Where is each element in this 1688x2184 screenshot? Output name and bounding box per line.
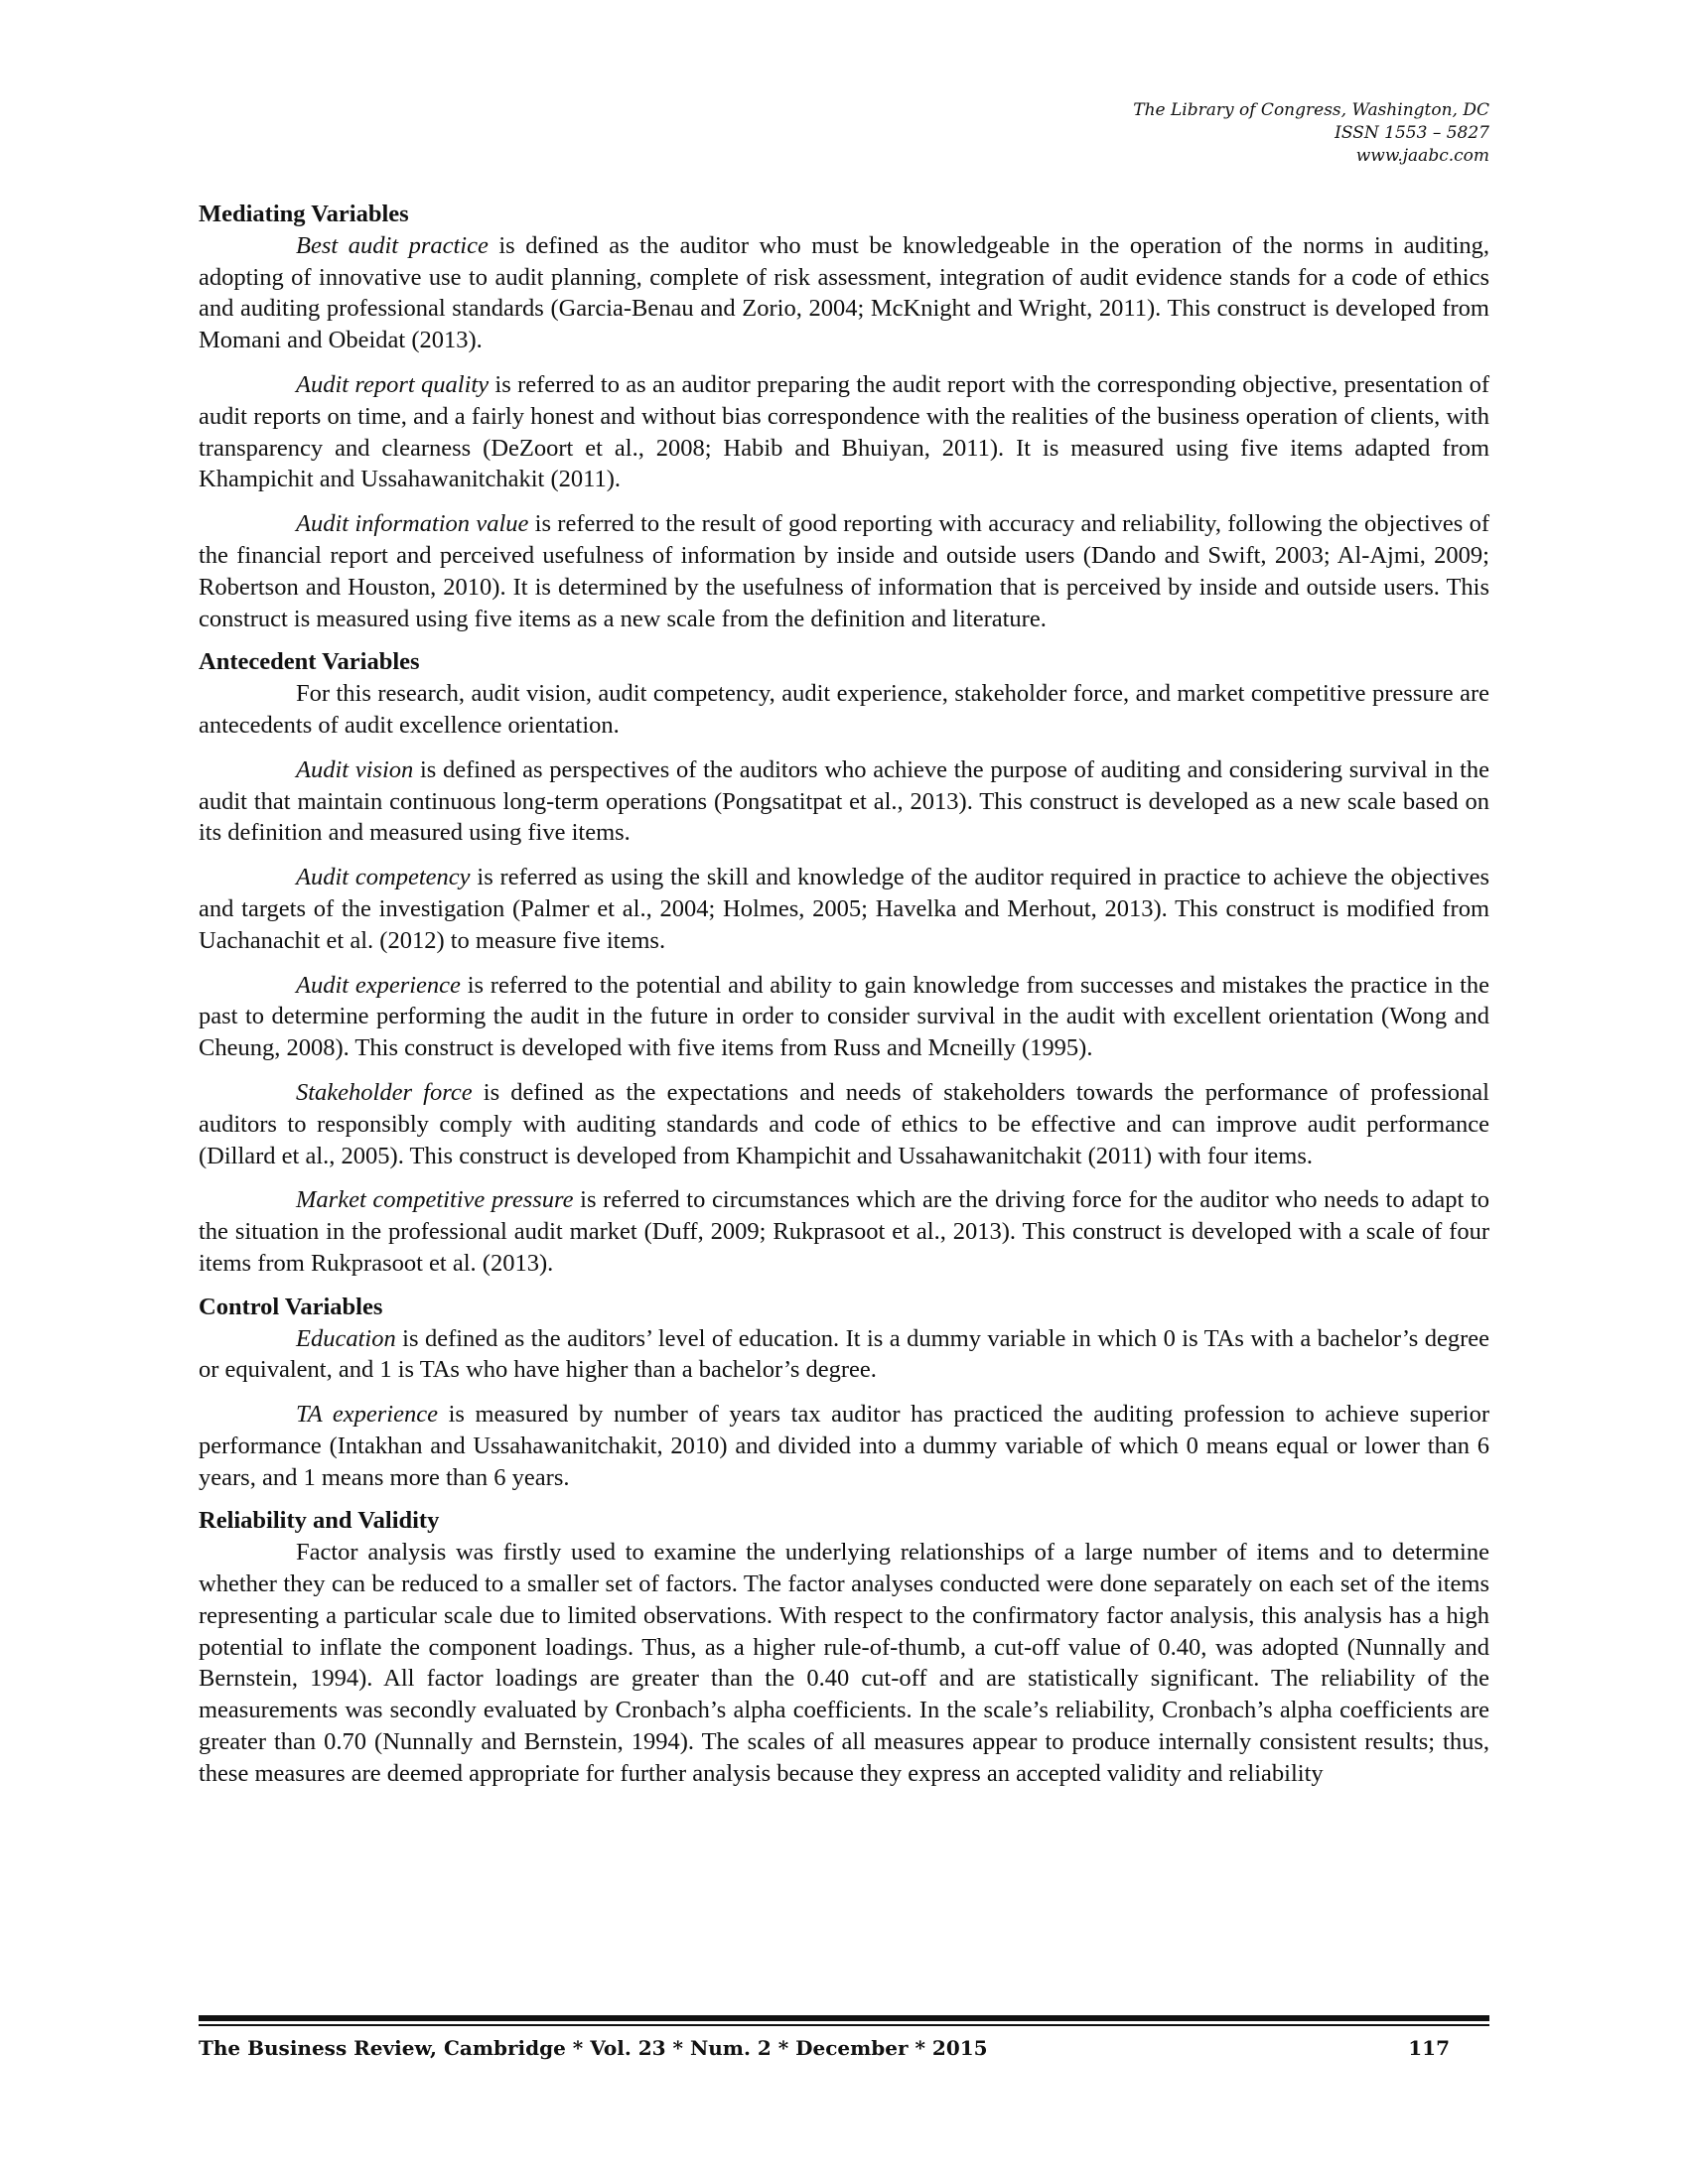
paragraph [199,230,1489,356]
footer-rule [199,2024,1489,2026]
paragraph-text: is referred to as an auditor preparing the audit report with the corresponding objective, presentation of audit reports on time, and a fairly honest and without bias correspondence with the realities of the business operation of clients, with transparency and clearness (DeZoort et al., 2008; Habib and Bhuiyan, 2011). It is measured using five items adapted from Khampichit and Ussahawanitchakit (2011). [199,370,1489,493]
paragraph-text: is referred as using the skill and knowledge of the auditor required in practice to achieve the objectives and targets of the investigation (Palmer et al., 2004; Holmes, 2005; Havelka and Merhout, 2013). This construct is modified from Uachanachit et al. (2012) to measure five items. [199,864,1489,954]
paragraph-text: For this research, audit vision, audit competency, audit experience, stakeholder force, and market competitive pressure are antecedents of audit excellence orientation. [199,680,1489,739]
header-website: www.jaabc.com [1355,146,1489,166]
paragraph [199,754,1489,849]
section-heading: Mediating Variables [199,201,409,227]
defined-term: Audit experience [296,971,461,999]
defined-term: Education [296,1324,396,1352]
defined-term: Audit information value [296,510,529,538]
paragraph [199,1184,1489,1279]
paragraph-text: is referred to circumstances which are the driving force for the auditor who needs to adapt to the situation in the professional audit market (Duff, 2009; Rukprasoot et al., 2013). This construct is developed with a scale of four items from Rukprasoot et al. (2013). [199,1186,1489,1277]
section-heading: Reliability and Validity [199,1507,440,1535]
section-heading: Control Variables [199,1293,383,1320]
paragraph-text: Factor analysis was firstly used to examine the underlying relationships of a large number of items and to determine whether they can be reduced to a smaller set of factors. The factor analyses conducted were done separately on each set of the items representing a particular scale due to limited observations. With respect to the confirmatory factor analysis, this analysis has a high potential to inflate the component loadings. Thus, as a higher rule-of-thumb, a cut-off value of 0.40, was adopted (Nunnally and Bernstein, 1994). All factor loadings are greater than the 0.40 cut-off and are statistically significant. The reliability of the measurements was secondly evaluated by Cronbach’s alpha coefficients. In the scale’s reliability, Cronbach’s alpha coefficients are greater than 0.70 (Nunnally and Bernstein, 1994). The scales of all measures appear to produce internally consistent results; thus, these measures are deemed appropriate for further analysis because they express an accepted validity and reliability [199,1539,1489,1787]
paragraph [199,1537,1489,1789]
paragraph [199,970,1489,1064]
defined-term: Market competitive pressure [296,1186,574,1214]
paragraph-text: is referred to the result of good reporting with accuracy and reliability, following the objectives of the financial report and perceived usefulness of information by inside and outside users (Dando and Swift, 2003; Al-Ajmi, 2009; Robertson and Houston, 2010). It is determined by the usefulness of information that is perceived by inside and outside users. This construct is measured using five items as a new scale from the definition and literature. [199,510,1490,632]
paragraph [199,862,1489,956]
paragraph-text: is defined as the auditor who must be knowledgeable in the operation of the norms in auditing, adopting of innovative use to audit planning, complete of risk assessment, integration of audit evidence stands for a code of ethics and auditing professional standards (Garcia-Benau and Zorio, 2004; McKnight and Wright, 2011). This construct is developed from Momani and Obeidat (2013). [199,231,1489,354]
defined-term: Best audit practice [296,231,489,259]
defined-term: Audit report quality [296,370,490,398]
defined-term: Audit competency [296,864,471,891]
paragraph [199,1323,1489,1387]
page-number: 117 [1408,2036,1450,2060]
article-body [199,199,1489,1790]
defined-term: TA experience [296,1401,438,1429]
paragraph [199,369,1489,495]
paragraph [199,1077,1489,1171]
section-heading: Antecedent Variables [199,648,420,676]
paragraph [199,508,1489,634]
header-issn: ISSN 1553 – 5827 [1335,123,1489,143]
header-library: The Library of Congress, Washington, DC [1133,100,1489,120]
paragraph-text: is referred to the potential and ability to gain knowledge from successes and mistakes the practice in the past to determine performing the audit in the future in order to consider survival in the audit with excellent orientation (Wong and Cheung, 2008). This construct is developed with five items from Russ and Mcneilly (1995). [199,971,1489,1062]
paragraph-text: is measured by number of years tax auditor has practiced the auditing profession to achieve superior performance (Intakhan and Ussahawanitchakit, 2010) and divided into a dummy variable of which 0 means equal or lower than 6 years, and 1 means more than 6 years. [199,1401,1489,1491]
defined-term: Stakeholder force [296,1078,473,1106]
footer-journal: The Business Review, Cambridge * Vol. 23 * Num. 2 * December * 2015 [199,2036,988,2060]
paragraph-text: is defined as the auditors’ level of education. It is a dummy variable in which 0 is TAs with a bachelor’s degree or equivalent, and 1 is TAs who have higher than a bachelor’s degree. [199,1324,1489,1384]
paragraph-text: is defined as the expectations and needs of stakeholders towards the performance of professional auditors to responsibly comply with auditing standards and code of ethics to be effective and can improve audit performance (Dillard et al., 2005). This construct is developed from Khampichit and Ussahawanitchakit (2011) with four items. [199,1078,1489,1169]
paragraph [199,1399,1489,1493]
paragraph-text: is defined as perspectives of the auditors who achieve the purpose of auditing and considering survival in the audit that maintain continuous long-term operations (Pongsatitpat et al., 2013). This construct is developed as a new scale based on its definition and measured using five items. [199,755,1489,847]
paragraph [199,678,1489,742]
running-header [794,99,1489,168]
footer-rule [199,2015,1489,2021]
defined-term: Audit vision [296,755,414,783]
